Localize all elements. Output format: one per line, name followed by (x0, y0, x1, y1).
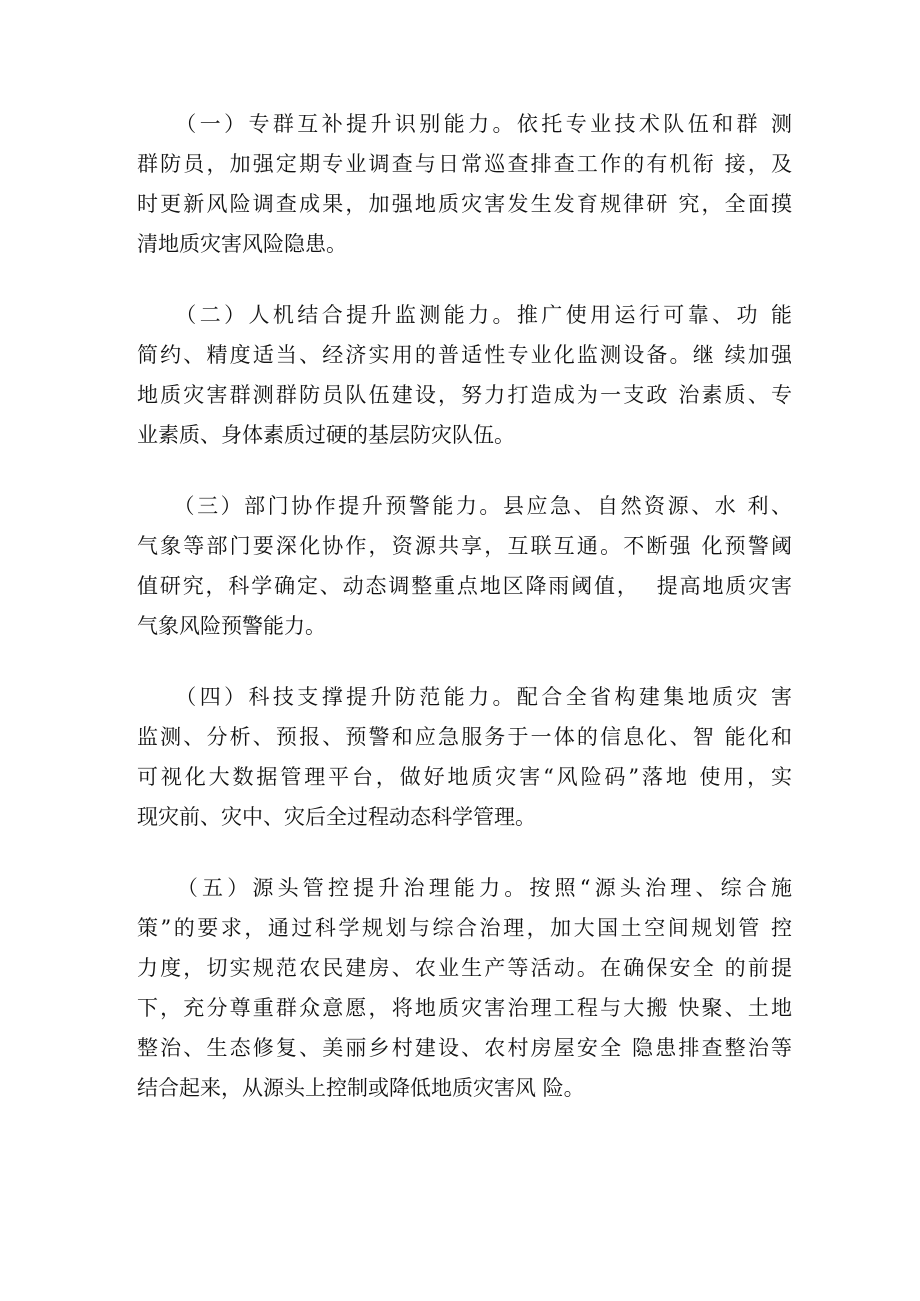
paragraph-5-line-1: （五）源头管控提升治理能力。按照“源头治理、综合施 (137, 876, 792, 900)
paragraph-4-line-1: （四）科技支撑提升防范能力。配合全省构建集地质灾 害 (137, 685, 792, 709)
paragraph-4-line-2: 监测、分析、预报、预警和应急服务于一体的信息化、智 能化和 (137, 725, 792, 749)
paragraph-1 (137, 104, 792, 264)
paragraph-5-line-3: 力度，切实规范农民建房、农业生产等活动。在确保安全 的前提 (137, 956, 792, 980)
paragraph-2-line-1: （二）人机结合提升监测能力。推广使用运行可靠、功 能 (137, 303, 792, 327)
paragraph-3 (137, 486, 792, 646)
paragraph-2-line-2: 简约、精度适当、经济实用的普适性专业化监测设备。继 续加强 (137, 343, 792, 367)
paragraph-5-line-2: 策”的要求，通过科学规划与综合治理，加大国土空间规划管 控 (137, 916, 792, 940)
paragraph-2-line-4: 业素质、身体素质过硬的基层防灾队伍。 (137, 423, 515, 447)
paragraph-5-line-4: 下，充分尊重群众意愿，将地质灾害治理工程与大搬 快聚、土地 (137, 996, 792, 1020)
paragraph-3-line-2: 气象等部门要深化协作，资源共享，互联互通。不断强 化预警阈 (137, 534, 792, 558)
paragraph-1-line-1: （一）专群互补提升识别能力。依托专业技术队伍和群 测 (137, 112, 792, 136)
paragraph-4 (137, 677, 792, 837)
paragraph-1-line-3: 时更新风险调查成果，加强地质灾害发生发育规律研 究，全面摸 (137, 192, 792, 216)
paragraph-5-line-5: 整治、生态修复、美丽乡村建设、农村房屋安全 隐患排查整治等 (137, 1036, 792, 1060)
document-body (137, 104, 792, 1139)
paragraph-5 (137, 868, 792, 1108)
paragraph-3-line-4: 气象风险预警能力。 (137, 614, 326, 638)
paragraph-5-line-6: 结合起来，从源头上控制或降低地质灾害风 险。 (137, 1076, 585, 1100)
paragraph-2-line-3: 地质灾害群测群防员队伍建设，努力打造成为一支政 治素质、专 (137, 383, 792, 407)
paragraph-2 (137, 295, 792, 455)
paragraph-3-line-1: （三）部门协作提升预警能力。县应急、自然资源、水 利、 (137, 494, 792, 518)
paragraph-1-line-4: 清地质灾害风险隐患。 (137, 232, 347, 256)
paragraph-4-line-3: 可视化大数据管理平台，做好地质灾害“风险码”落地 使用，实 (137, 765, 792, 789)
paragraph-3-line-3: 值研究，科学确定、动态调整重点地区降雨阈值， 提高地质灾害 (137, 574, 792, 598)
paragraph-1-line-2: 群防员，加强定期专业调查与日常巡查排查工作的有机衔 接，及 (137, 152, 792, 176)
paragraph-4-line-4: 现灾前、灾中、灾后全过程动态科学管理。 (137, 805, 536, 829)
